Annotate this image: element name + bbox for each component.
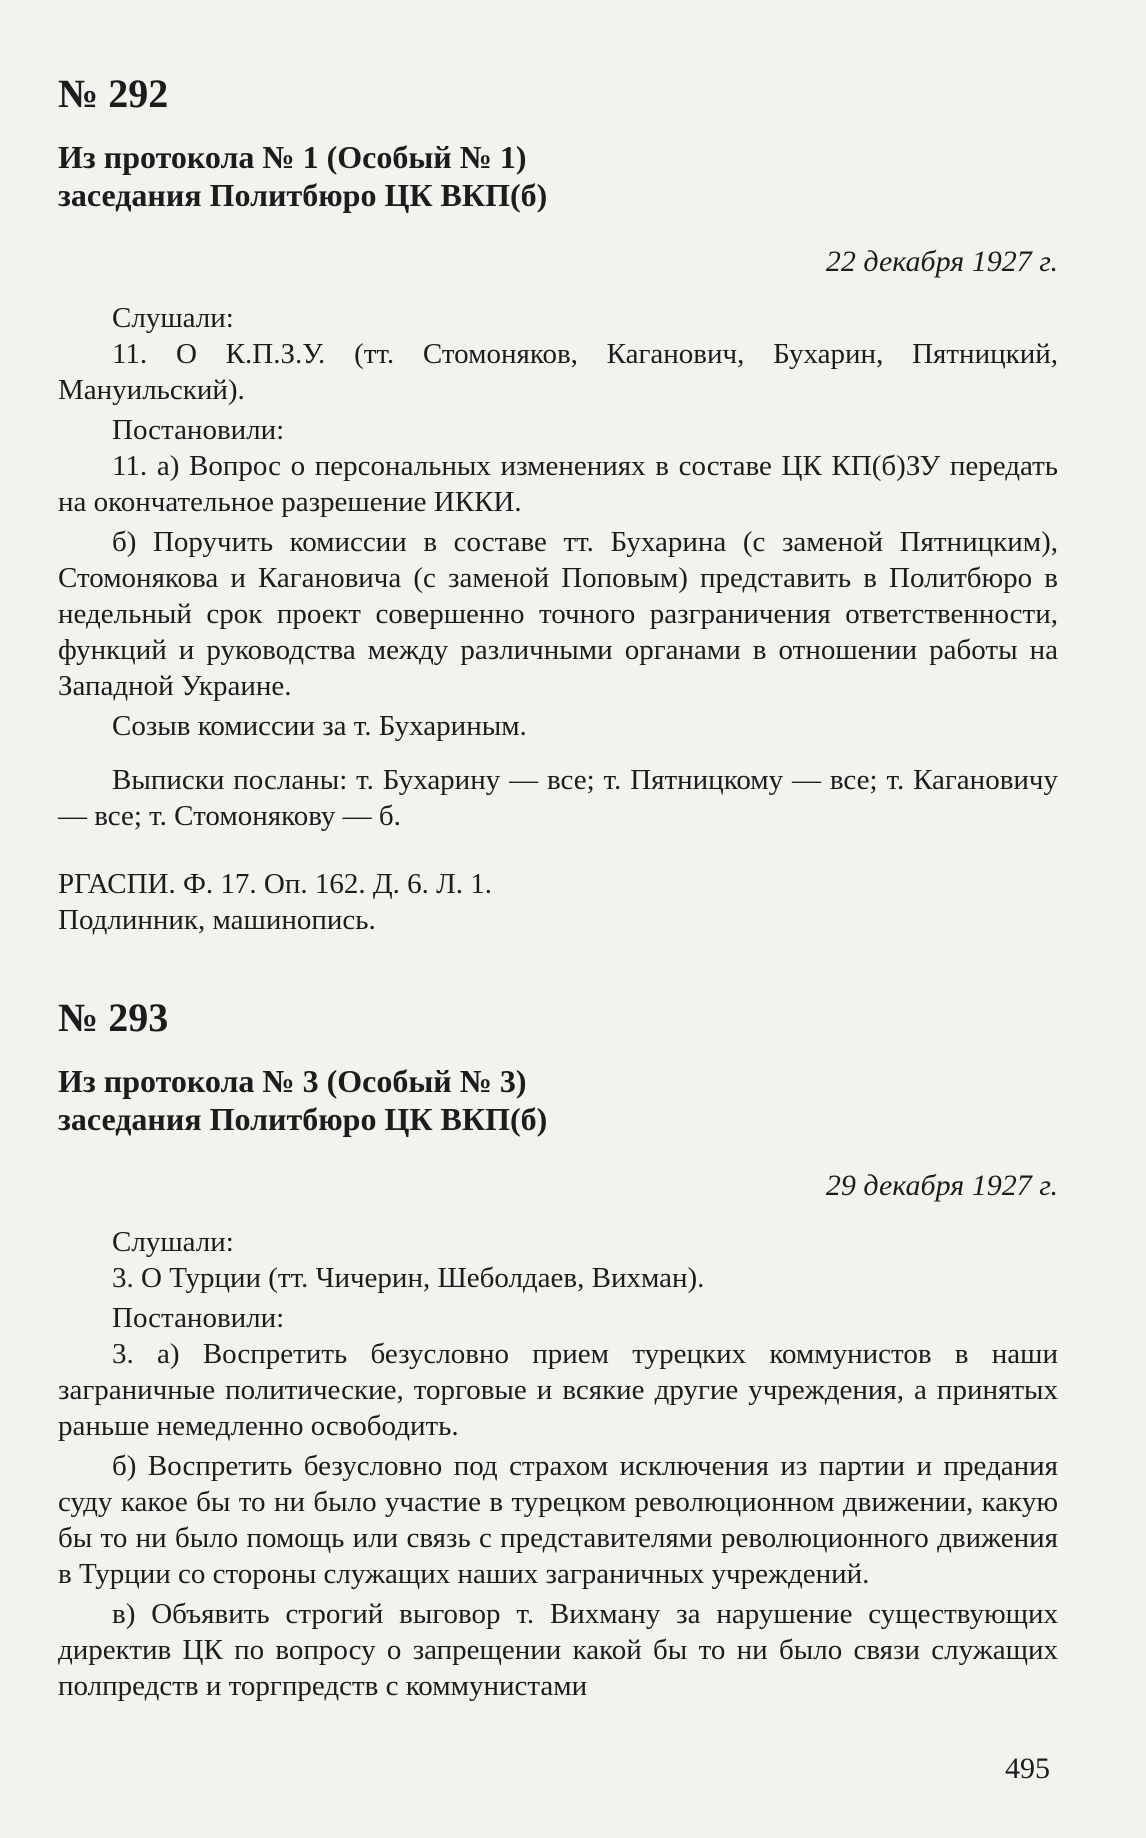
resolution-paragraph: б) Воспретить безусловно под страхом исключения из партии и предания суду какое бы то ни было участие в турецком революционном движении, какую бы то ни было помощь или связь с представителями революционного движения в Турции со стороны служащих наших заграничных учреждений. — [58, 1450, 1058, 1590]
heard-label: Слушали: — [112, 302, 234, 334]
resolved-label: Постановили: — [112, 414, 285, 446]
resolution-paragraph: 3. а) Воспретить безусловно прием турецких коммунистов в наши заграничные политические, торговые и всякие другие учреждения, а принятых раньше немедленно освободить. — [58, 1338, 1058, 1442]
heard-text: 11. О К.П.З.У. (тт. Стомоняков, Каганович, Бухарин, Пятницкий, Мануильский). — [58, 338, 1058, 406]
resolved-label: Постановили: — [112, 1302, 285, 1334]
document-title-line-1: Из протокола № 1 (Особый № 1) — [58, 139, 527, 175]
archive-note: Подлинник, машинопись. — [58, 904, 376, 936]
document-292 — [58, 70, 1058, 938]
heard-text: 3. О Турции (тт. Чичерин, Шеболдаев, Вихман). — [112, 1262, 705, 1294]
resolution-paragraph: 11. а) Вопрос о персональных изменениях в составе ЦК КП(б)ЗУ передать на окончательное разрешение ИККИ. — [58, 450, 1058, 518]
document-number: № 292 — [58, 71, 169, 116]
resolution-paragraph: Созыв комиссии за т. Бухариным. — [112, 710, 527, 742]
document-number: № 293 — [58, 995, 169, 1040]
document-date: 29 декабря 1927 г. — [825, 1169, 1058, 1202]
resolution-paragraph: в) Объявить строгий выговор т. Вихману за нарушение существующих директив ЦК по вопросу о запрещении какой бы то ни было связи служащих полпредств и торгпредств с коммунистами — [58, 1598, 1058, 1702]
resolution-paragraph: б) Поручить комиссии в составе тт. Бухарина (с заменой Пятницким), Стомонякова и Кагановича (с заменой Поповым) представить в Политбюро в недельный срок проект совершенно точного разграничения ответственности, функций и руководства между различными органами в отношении работы на Западной Украине. — [58, 526, 1058, 702]
document-title-line-1: Из протокола № 3 (Особый № 3) — [58, 1063, 527, 1099]
document-page — [58, 70, 1058, 1708]
extracts-sent: Выписки посланы: т. Бухарину — все; т. Пятницкому — все; т. Кагановичу — все; т. Стомонякову — б. — [58, 764, 1058, 832]
document-293 — [58, 994, 1058, 1704]
archive-source: РГАСПИ. Ф. 17. Оп. 162. Д. 6. Л. 1. — [58, 868, 493, 900]
page-number: 495 — [1005, 1752, 1050, 1785]
document-title-line-2: заседания Политбюро ЦК ВКП(б) — [58, 1101, 548, 1137]
heard-label: Слушали: — [112, 1226, 234, 1258]
document-title-line-2: заседания Политбюро ЦК ВКП(б) — [58, 177, 548, 213]
document-date: 22 декабря 1927 г. — [825, 245, 1058, 278]
